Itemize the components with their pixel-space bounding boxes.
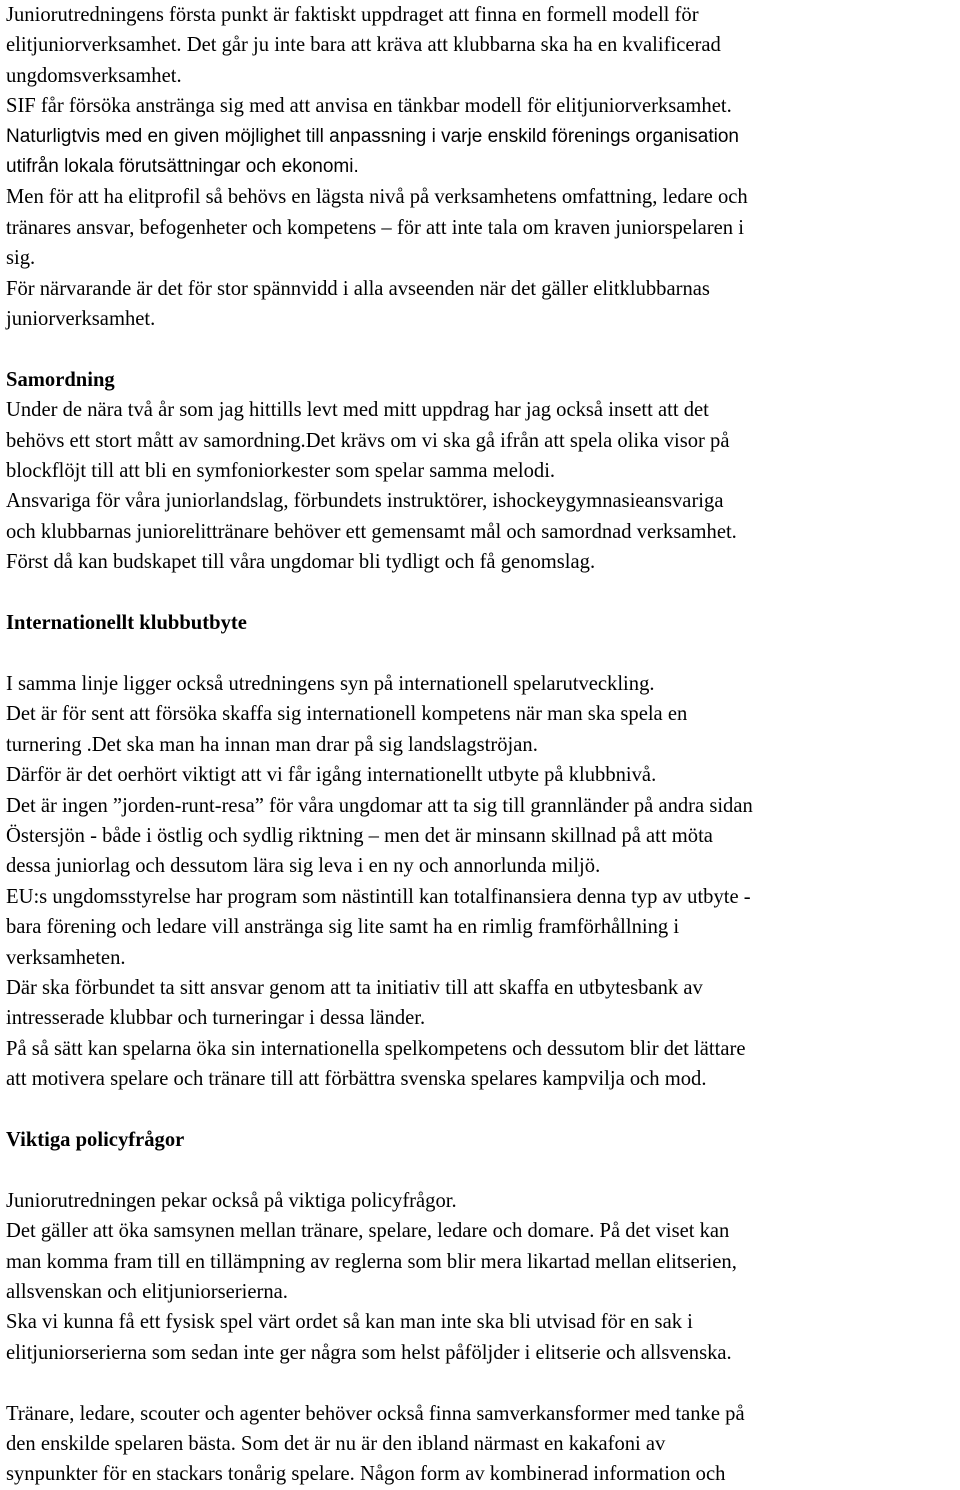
text-line: turnering .Det ska man ha innan man drar på sig landslagströjan. bbox=[6, 733, 538, 756]
text-line: allsvenskan och elitjuniorserierna. bbox=[6, 1280, 288, 1303]
paragraph bbox=[6, 760, 958, 790]
text-line: juniorverksamhet. bbox=[6, 308, 156, 331]
text-line: SIF får försöka anstränga sig med att anvisa en tänkbar modell för elitjuniorverksamhet. bbox=[6, 95, 732, 118]
text-line: För närvarande är det för stor spännvidd i alla avseenden när det gäller elitklubbarnas bbox=[6, 277, 710, 300]
paragraph bbox=[6, 882, 958, 973]
text-line: tränares ansvar, befogenheter och kompetens – för att inte tala om kraven juniorspelaren i bbox=[6, 216, 744, 239]
text-line: Det är för sent att försöka skaffa sig internationell kompetens när man ska spela en bbox=[6, 703, 688, 726]
text-line: Under de nära två år som jag hittills levt med mitt uppdrag har jag också insett att det bbox=[6, 399, 709, 422]
text-line: Ansvariga för våra juniorlandslag, förbundets instruktörer, ishockeygymnasieansvariga bbox=[6, 490, 724, 513]
intro-section bbox=[6, 0, 958, 334]
text-line: verksamheten. bbox=[6, 946, 126, 969]
paragraph bbox=[6, 547, 958, 577]
text-line: att motivera spelare och tränare till att förbättra svenska spelares kampvilja och mod. bbox=[6, 1068, 707, 1091]
text-line: utifrån lokala förutsättningar och ekonomi. bbox=[6, 156, 359, 178]
paragraph bbox=[6, 1216, 958, 1307]
text-line: Först då kan budskapet till våra ungdomar bli tydligt och få genomslag. bbox=[6, 551, 596, 574]
text-line: sig. bbox=[6, 247, 36, 270]
paragraph bbox=[6, 791, 958, 882]
policy-section bbox=[6, 1125, 958, 1490]
paragraph bbox=[6, 699, 958, 760]
paragraph bbox=[6, 486, 958, 547]
text-line: Östersjön - både i östlig och sydlig riktning – men det är minsann skillnad på att möta bbox=[6, 824, 713, 847]
paragraph bbox=[6, 1399, 958, 1490]
text-line: Ska vi kunna få ett fysisk spel värt ordet så kan man inte ska bli utvisad för en sak i bbox=[6, 1311, 693, 1334]
text-line: Juniorutredningen pekar också på viktiga policyfrågor. bbox=[6, 1189, 457, 1212]
text-line: ungdomsverksamhet. bbox=[6, 64, 182, 87]
paragraph bbox=[6, 91, 958, 121]
paragraph bbox=[6, 1186, 958, 1216]
text-line: Därför är det oerhört viktigt att vi får igång internationellt utbyte på klubbnivå. bbox=[6, 764, 657, 787]
section-heading: Samordning bbox=[6, 368, 115, 391]
text-line: man komma fram till en tillämpning av reglerna som blir mera likartad mellan elitserien, bbox=[6, 1250, 737, 1273]
paragraph bbox=[6, 395, 958, 486]
text-line: synpunkter för en stackars tonårig spelare. Någon form av kombinerad information och bbox=[6, 1463, 726, 1486]
paragraph bbox=[6, 122, 958, 183]
spacer bbox=[6, 1155, 958, 1185]
text-line: Det är ingen ”jorden-runt-resa” för våra ungdomar att ta sig till grannländer på andra sidan bbox=[6, 794, 753, 817]
text-line: och klubbarnas juniorelittränare behöver ett gemensamt mål och samordnad verksamhet. bbox=[6, 520, 737, 543]
paragraph bbox=[6, 1307, 958, 1368]
text-line: elitjuniorserierna som sedan inte ger några som helst påföljder i elitserie och allsvenska. bbox=[6, 1341, 732, 1364]
text-line: den enskilde spelaren bästa. Som det är nu är den ibland närmast en kakafoni av bbox=[6, 1433, 666, 1455]
paragraph bbox=[6, 182, 958, 273]
text-line: blockflöjt till att bli en symfoniorkester som spelar samma melodi. bbox=[6, 460, 556, 483]
text-line: Men för att ha elitprofil så behövs en lägsta nivå på verksamhetens omfattning, ledare och bbox=[6, 186, 748, 209]
paragraph bbox=[6, 0, 958, 91]
paragraph bbox=[6, 274, 958, 335]
spacer bbox=[6, 334, 958, 364]
text-line: elitjuniorverksamhet. Det går ju inte bara att kräva att klubbarna ska ha en kvalificerad bbox=[6, 34, 721, 57]
text-line: På så sätt kan spelarna öka sin internationella spelkompetens och dessutom blir det lättare bbox=[6, 1037, 746, 1060]
section-heading: Viktiga policyfrågor bbox=[6, 1128, 185, 1151]
section-heading: Internationellt klubbutbyte bbox=[6, 612, 247, 635]
internationellt-section bbox=[6, 608, 958, 1094]
text-line: Naturligtvis med en given möjlighet till anpassning i varje enskild förenings organisation bbox=[6, 125, 739, 147]
spacer bbox=[6, 578, 958, 608]
text-line: behövs ett stort mått av samordning.Det krävs om vi ska gå ifrån att spela olika visor på bbox=[6, 429, 730, 452]
paragraph bbox=[6, 1034, 958, 1095]
text-line: Juniorutredningens första punkt är faktiskt uppdraget att finna en formell modell för bbox=[6, 4, 699, 26]
text-line: EU:s ungdomsstyrelse har program som nästintill kan totalfinansiera denna typ av utbyte - bbox=[6, 885, 751, 908]
text-line: intresserade klubbar och turneringar i dessa länder. bbox=[6, 1007, 426, 1030]
text-line: bara förening och ledare vill anstränga sig lite samt ha en rimlig framförhållning i bbox=[6, 916, 680, 939]
text-line: Tränare, ledare, scouter och agenter behöver också finna samverkansformer med tanke på bbox=[6, 1402, 745, 1425]
paragraph bbox=[6, 669, 958, 699]
text-line: Där ska förbundet ta sitt ansvar genom att ta initiativ till att skaffa en utbytesbank av bbox=[6, 976, 703, 999]
document-page bbox=[6, 0, 958, 1490]
text-line: dessa juniorlag och dessutom lära sig leva i en ny och annorlunda miljö. bbox=[6, 855, 601, 878]
samordning-section bbox=[6, 365, 958, 578]
spacer bbox=[6, 1368, 958, 1398]
spacer bbox=[6, 639, 958, 669]
paragraph bbox=[6, 973, 958, 1034]
text-line: I samma linje ligger också utredningens syn på internationell spelarutveckling. bbox=[6, 672, 655, 695]
spacer bbox=[6, 1095, 958, 1125]
text-line: Det gäller att öka samsynen mellan tränare, spelare, ledare och domare. På det viset kan bbox=[6, 1220, 730, 1243]
